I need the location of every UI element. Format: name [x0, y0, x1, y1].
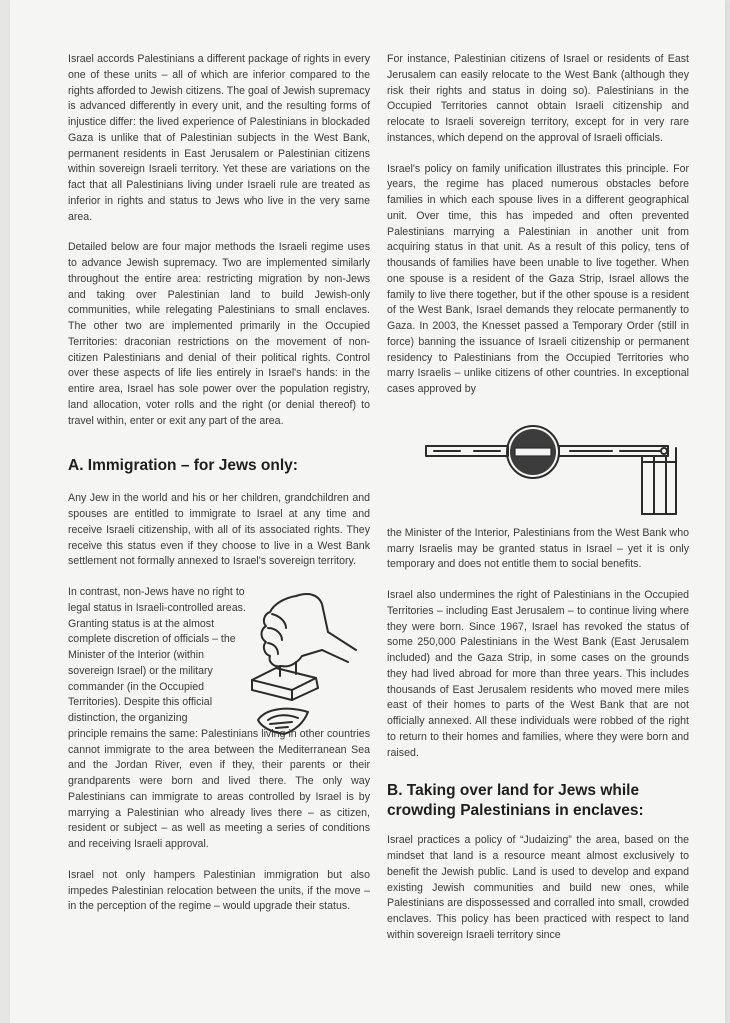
- paragraph: Israel accords Palestinians a different package of rights in every one of these units – all of which are inferior compared to the rights afforded to Jewish citizens. The goal of Jewish supremacy is advanced differently in every unit, and the resulting forms of injustice differ: the lived experience of Palestinians in blockaded Gaza is unlike that of Palestinian subjects in the West Bank, permanent residents in East Jerusalem or Palestinian citizens within sovereign Israeli territory. Yet these are variations on the fact that all Palestinians living under Israeli rule are treated as inferior in rights and status to Jews who live in the very same area.: [68, 53, 370, 223]
- paragraph: Detailed below are four major methods the Israeli regime uses to advance Jewish supremacy. Two are implemented similarly throughout the entire area: restricting migration by non-Jews and taking over Palestinian land to build Jewish-only communities, while relegating Palestinians to small enclaves. The other two are implemented primarily in the Occupied Territories: draconian restrictions on the movement of non-citizen Palestinians and denial of their political rights. Control over these aspects of life lies entirely in Israel's hands: in the entire area, Israel has sole power over the population registry, land allocation, voter rolls and the right (or denial thereof) to travel within, enter or exit any part of the area.: [68, 241, 370, 427]
- paragraph: Israel also undermines the right of Palestinians in the Occupied Territories – including East Jerusalem – to continue living where they were born. Since 1967, Israel has revoked the status of some 250,000 Palestinians in the West Bank (East Jerusalem included) and the Gaza Strip, in some cases on the grounds they had lived abroad for more than three years. This includes thousands of East Jerusalem residents who moved mere miles east of their homes to parts of the West Bank that are not officially annexed. All these individuals were robbed of the right to return to their homes and families, where they were born and raised.: [387, 589, 689, 759]
- stamp-hand-icon: [236, 588, 358, 738]
- left-column: [68, 52, 370, 915]
- section-heading-b: B. Taking over land for Jews while crowding Palestinians in enclaves:: [387, 782, 644, 820]
- paragraph: Israel practices a policy of “Judaizing” the area, based on the mindset that land is a resource meant almost exclusively to benefit the Jewish public. Land is used to develop and expand existing Jewish communities and build new ones, while Palestinians are dispossessed and corralled into small, crowded enclaves. This policy has been practiced with respect to land within sovereign Israeli territory since: [387, 834, 689, 941]
- section-heading-a: A. Immigration – for Jews only:: [68, 457, 298, 475]
- document-page: [10, 0, 725, 1023]
- paragraph: For instance, Palestinian citizens of Israel or residents of East Jerusalem can easily relocate to the West Bank (although they risk their rights and status in doing so). Palestinians in the Occupied Territories cannot obtain Israeli citizenship and relocate to Israeli sovereign territory, except for in very rare instances, which depend on the approval of Israeli officials.: [387, 53, 689, 144]
- paragraph: Israel's policy on family unification illustrates this principle. For years, the regime has placed numerous obstacles before families in which each spouse lives in a different geographical unit. Over time, this has impeded and often prevented Palestinians marrying a Palestinian in another unit from acquiring status in that unit. As a result of this policy, tens of thousands of families have been unable to live together. When one spouse is a resident of the Gaza Strip, Israel allows the family to live there together, but if the other spouse is a resident of the West Bank, Israel demands they relocate permanently to Gaza. In 2003, the Knesset passed a Temporary Order (still in force) banning the issuance of Israeli citizenship or permanent residency to Palestinians from the Occupied Territories who marry Israelis – unlike citizens of other countries. In exceptional cases approved by: [387, 162, 689, 395]
- paragraph: Israel not only hampers Palestinian immigration but also impedes Palestinian relocation between the units, if the move – in the perception of the regime – would upgrade their status.: [68, 868, 370, 913]
- paragraph-wrapped: In contrast, non-Jews have no right to legal status in Israeli-controlled areas. Granting status is at the almost complete discretion of officials – the Minister of the Interior (within sovereign Israel) or the military commander (in the Occupied Territories). Despite this official distinction, the organizing: [68, 586, 246, 724]
- paragraph: Any Jew in the world and his or her children, grandchildren and spouses are entitled to immigrate to Israel at any time and receive Israeli citizenship, with all of its associated rights. They receive this status even if they choose to live in a West Bank settlement not formally annexed to Israel's sovereign territory.: [68, 492, 370, 568]
- paragraph: principle remains the same: Palestinians living in other countries cannot immigrate to the area between the Mediterranean Sea and the Jordan River, even if they, their parents or their grandparents were born and lived there. The only way Palestinians can immigrate to areas controlled by Israel is by marrying a Palestinian who already lives there – as citizen, resident or subject – as well as meeting a series of conditions and receiving Israeli approval.: [68, 727, 370, 850]
- paragraph: the Minister of the Interior, Palestinians from the West Bank who marry Israelis may be granted status in Israel – yet it is only temporary and does not entitle them to social benefits.: [387, 526, 689, 571]
- barrier-gate-icon: [420, 418, 682, 518]
